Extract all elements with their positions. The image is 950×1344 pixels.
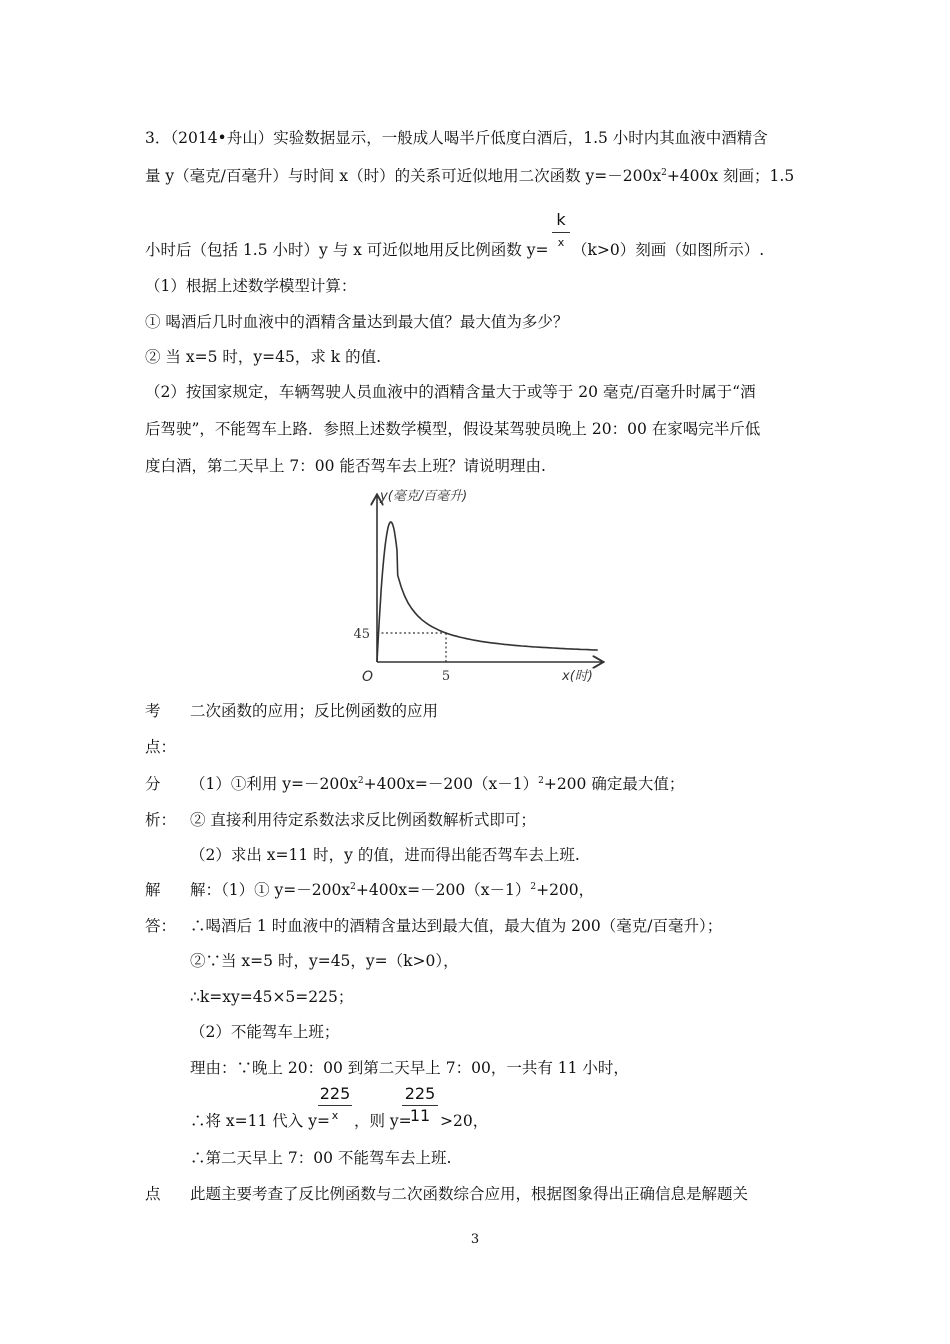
fraction-225-x-bar bbox=[318, 1105, 352, 1106]
concentration-curve bbox=[377, 522, 598, 662]
fraction-225-11-numerator: 225 bbox=[404, 1084, 436, 1103]
fenxi-text-2: ② 直接利用待定系数法求反比例函数解析式即可； bbox=[190, 811, 536, 829]
superscript-2: 2 bbox=[357, 776, 364, 786]
kaodian-label-1: 考 bbox=[145, 702, 161, 720]
y-tick-45: 45 bbox=[353, 627, 370, 642]
fraction-k-denominator: x bbox=[557, 236, 565, 249]
kaodian-label-2: 点： bbox=[145, 738, 177, 756]
jieda-text-3: ②∵当 x=5 时，y=45，y=（k>0）， bbox=[190, 952, 459, 970]
jieda-label-1: 解 bbox=[145, 881, 161, 899]
jieda-text-7-c: >20， bbox=[440, 1112, 489, 1130]
question-1b: ② 当 x=5 时，y=45，求 k 的值. bbox=[145, 348, 382, 366]
jieda-text-7-b: ，则 y= bbox=[354, 1112, 412, 1130]
fenxi-text-1-a: （1）①利用 y=－200x bbox=[190, 775, 358, 793]
superscript-2: 2 bbox=[530, 882, 537, 892]
origin-label: O bbox=[361, 669, 373, 685]
dianping-label-1: 点 bbox=[145, 1185, 161, 1203]
x-axis-label: x(时) bbox=[562, 669, 593, 684]
jieda-text-2: ∴喝酒后 1 时血液中的酒精含量达到最大值，最大值为 200（毫克/百毫升）； bbox=[190, 917, 723, 935]
jieda-text-6: 理由：∵晚上 20：00 到第二天早上 7：00，一共有 11 小时， bbox=[190, 1059, 629, 1077]
dianping-text: 此题主要考查了反比例函数与二次函数综合应用，根据图象得出正确信息是解题关 bbox=[190, 1185, 749, 1203]
question-1: （1）根据上述数学模型计算： bbox=[145, 277, 357, 295]
fenxi-label-2: 析： bbox=[145, 811, 177, 829]
question-1a: ① 喝酒后几时血液中的酒精含量达到最大值？最大值为多少？ bbox=[145, 313, 569, 331]
fraction-225-11-denominator: 11 bbox=[409, 1106, 431, 1125]
jieda-text-1 bbox=[190, 880, 594, 900]
fenxi-text-1-b: +400x=－200（x－1） bbox=[363, 775, 539, 793]
superscript-2: 2 bbox=[538, 776, 544, 786]
fenxi-text-1-c: +200 确定最大值； bbox=[543, 775, 685, 793]
jieda-text-7-a: ∴将 x=11 代入 y= bbox=[190, 1112, 330, 1130]
superscript-2: 2 bbox=[661, 168, 667, 178]
problem-line-3-end: （k>0）刻画（如图所示）. bbox=[572, 241, 765, 259]
question-2-line-2: 后驾驶”，不能驾车上路．参照上述数学模型，假设某驾驶员晚上 20：00 在家喝完半斤低 bbox=[145, 420, 761, 438]
problem-line-2 bbox=[145, 166, 794, 186]
jieda-text-1-a: 解：（1）① y=－200x bbox=[190, 881, 351, 899]
jieda-label-2: 答： bbox=[145, 917, 177, 935]
problem-line-1: 3．（2014•舟山）实验数据显示，一般成人喝半斤低度白酒后，1.5 小时内其血液中酒精含 bbox=[145, 129, 768, 147]
jieda-text-5: （2）不能驾车上班； bbox=[190, 1023, 340, 1041]
problem-line-2-a: 量 y（毫克/百毫升）与时间 x（时）的关系可近似地用二次函数 y=－200x bbox=[145, 167, 662, 185]
problem-line-3: 小时后（包括 1.5 小时）y 与 x 可近似地用反比例函数 y= bbox=[145, 241, 549, 259]
fenxi-text-1 bbox=[190, 774, 684, 794]
fenxi-label-1: 分 bbox=[145, 775, 161, 793]
fraction-225-x-denominator: x bbox=[331, 1109, 339, 1122]
kaodian-text: 二次函数的应用；反比例函数的应用 bbox=[190, 702, 439, 720]
y-axis-label: y(毫克/百毫升) bbox=[380, 489, 468, 504]
jieda-text-8: ∴第二天早上 7：00 不能驾车去上班. bbox=[190, 1149, 452, 1167]
fraction-k-bar bbox=[552, 232, 570, 233]
jieda-text-4: ∴k=xy=45×5=225； bbox=[190, 988, 354, 1006]
jieda-text-1-c: +200， bbox=[536, 881, 595, 899]
fraction-225-x-numerator: 225 bbox=[319, 1084, 351, 1103]
page-number: 3 bbox=[470, 1232, 480, 1247]
fenxi-text-3: （2）求出 x=11 时，y 的值，进而得出能否驾车去上班. bbox=[190, 846, 580, 864]
question-2-line-1: （2）按国家规定，车辆驾驶人员血液中的酒精含量大于或等于 20 毫克/百毫升时属于“酒 bbox=[145, 383, 756, 401]
fraction-k-numerator: k bbox=[556, 210, 566, 229]
problem-line-2-b: +400x 刻画；1.5 bbox=[666, 167, 795, 185]
jieda-text-1-b: +400x=－200（x－1） bbox=[355, 881, 531, 899]
question-2-line-3: 度白酒，第二天早上 7：00 能否驾车去上班？请说明理由. bbox=[145, 457, 546, 475]
function-graph bbox=[340, 482, 610, 692]
x-tick-5: 5 bbox=[441, 669, 451, 684]
superscript-2: 2 bbox=[350, 882, 356, 892]
